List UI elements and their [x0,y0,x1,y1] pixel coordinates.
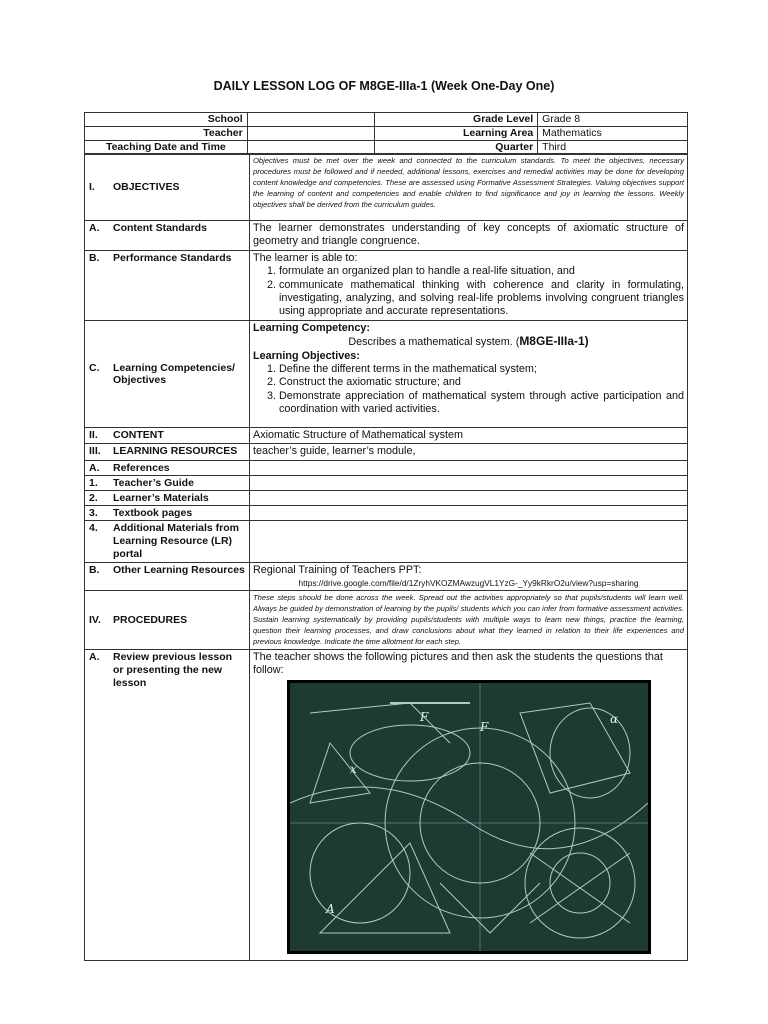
performance-item: 2. communicate mathematical thinking with coherence and clarity in formulating, investigating, analyzing, and solving real-life problems involving congruent triangles using appropriate and accurate representations. [279,279,684,319]
chalkboard-drawing [290,683,648,951]
document-title: DAILY LESSON LOG OF M8GE-IIIa-1 (Week One-Day One) [213,79,555,93]
competencies-num: C. [89,361,100,374]
other-resources-num: B. [89,563,100,576]
additional-materials-label: Additional Materials from Learning Resource (LR) portal [113,521,240,560]
other-resources-row [85,562,688,590]
teacher-label: Teacher [85,127,248,141]
performance-standards-num: B. [89,251,100,264]
review-text: The teacher shows the following pictures and then ask the students the questions that follow: [253,650,663,676]
procedures-label: PROCEDURES [113,613,188,626]
content-standards-label: Content Standards [113,222,207,234]
content-standards-num: A. [89,222,100,234]
procedures-text: These steps should be done across the week. Spread out the activities appropriately so that pupils/students will learn well. Always be guided by demonstration of learning by the pupils/ students which you can infer from formative assessment activities. Sustain learning systematically by providing pupils/students with multiple ways to learn new things, practice the learning, question their learning processes, and draw conclusions about what they learned in relation to their life experiences and previous knowledge. Indicate the time allotment for each step. [253,593,684,647]
resources-num: III. [89,445,101,458]
teacher-value[interactable] [247,127,375,141]
school-value[interactable] [247,113,375,127]
performance-intro: The learner is able to: [253,251,358,264]
competencies-row [85,320,688,427]
resources-text: teacher’s guide, learner’s module, [253,445,416,458]
resources-label: LEARNING RESOURCES [113,445,238,458]
content-standards-text: The learner demonstrates understanding of key concepts of axiomatic structure of geometry and triangle congruence. [253,222,684,248]
additional-materials-num: 4. [89,521,98,534]
references-row [85,460,688,475]
teachers-guide-label: Teacher’s Guide [113,476,194,489]
objectives-heading: Learning Objectives: [253,349,360,362]
objective-item: 1. Define the different terms in the mathematical system; [279,363,684,376]
textbook-pages-num: 3. [89,506,98,519]
chalkboard-image [287,680,651,954]
objectives-num: I. [89,181,95,193]
content-num: II. [89,428,98,441]
other-resources-text: Regional Training of Teachers PPT: [253,563,422,576]
objectives-text: Objectives must be met over the week and connected to the curriculum standards. To meet the objectives, necessary procedures must be followed and if needed, additional lessons, exercises and remedial activities may be done for developing content knowledge and competencies. These are assessed using Formative Assessment Strategies. Valuing objectives support the learning of content and competencies and enable children to find significance and joy in learning the lessons. Weekly objectives shall be derived from the curriculum guides. [253,156,684,210]
learners-materials-row [85,490,688,505]
quarter-value[interactable]: Third [538,141,688,155]
content-text: Axiomatic Structure of Mathematical system [253,428,464,441]
procedures-num: IV. [89,613,101,626]
objectives-label: OBJECTIVES [113,181,180,193]
review-row [85,649,688,961]
competency-text: Describes a mathematical system. ( [348,336,520,349]
content-row [85,427,688,443]
references-label: References [113,461,170,474]
textbook-pages-label: Textbook pages [113,506,193,519]
grade-level-value[interactable]: Grade 8 [538,113,688,127]
school-label: School [85,113,248,127]
teachers-guide-row [85,475,688,490]
objective-item: 2. Construct the axiomatic structure; and [279,376,684,389]
other-resources-label: Other Learning Resources [113,563,245,576]
learning-area-value[interactable]: Mathematics [538,127,688,141]
objective-item: 3. Demonstrate appreciation of mathematical system through active participation and coordination with varied activities. [279,390,684,417]
learning-area-label: Learning Area [375,127,538,141]
learners-materials-num: 2. [89,491,98,504]
review-num: A. [89,650,100,663]
lesson-table [84,153,688,961]
references-num: A. [89,461,100,474]
performance-standards-label: Performance Standards [113,251,232,264]
quarter-label: Quarter [375,141,538,155]
objectives-row [85,154,688,221]
svg-text:A: A [326,902,335,917]
learners-materials-label: Learner’s Materials [113,491,209,504]
competencies-label: Learning Competencies/ Objectives [113,361,235,386]
performance-item: 1. formulate an organized plan to handle a real-life situation, and [279,265,684,278]
svg-text:x: x [350,762,357,777]
competency-close: ) [584,334,589,349]
review-label: Review previous lesson or presenting the new lesson [113,650,233,689]
content-standards-row [85,221,688,251]
procedures-row [85,591,688,649]
resources-row [85,444,688,460]
svg-text:F: F [480,720,489,735]
content-label: CONTENT [113,428,164,441]
svg-text:α: α [610,712,619,727]
resource-url-link[interactable]: https://drive.google.com/file/d/1ZryhVKOZMAwzugVL1YzG-_Yy9kRkrO2u/view?usp=sharing [298,578,639,589]
competency-heading: Learning Competency: [253,321,370,334]
competency-code: M8GE-IIIa-1 [519,334,585,349]
textbook-pages-row [85,505,688,520]
additional-materials-row [85,520,688,562]
teachers-guide-num: 1. [89,476,98,489]
teaching-date-label: Teaching Date and Time [85,141,248,155]
grade-level-label: Grade Level [375,113,538,127]
performance-standards-row [85,250,688,320]
svg-text:F: F [420,710,429,725]
header-table [84,112,688,155]
